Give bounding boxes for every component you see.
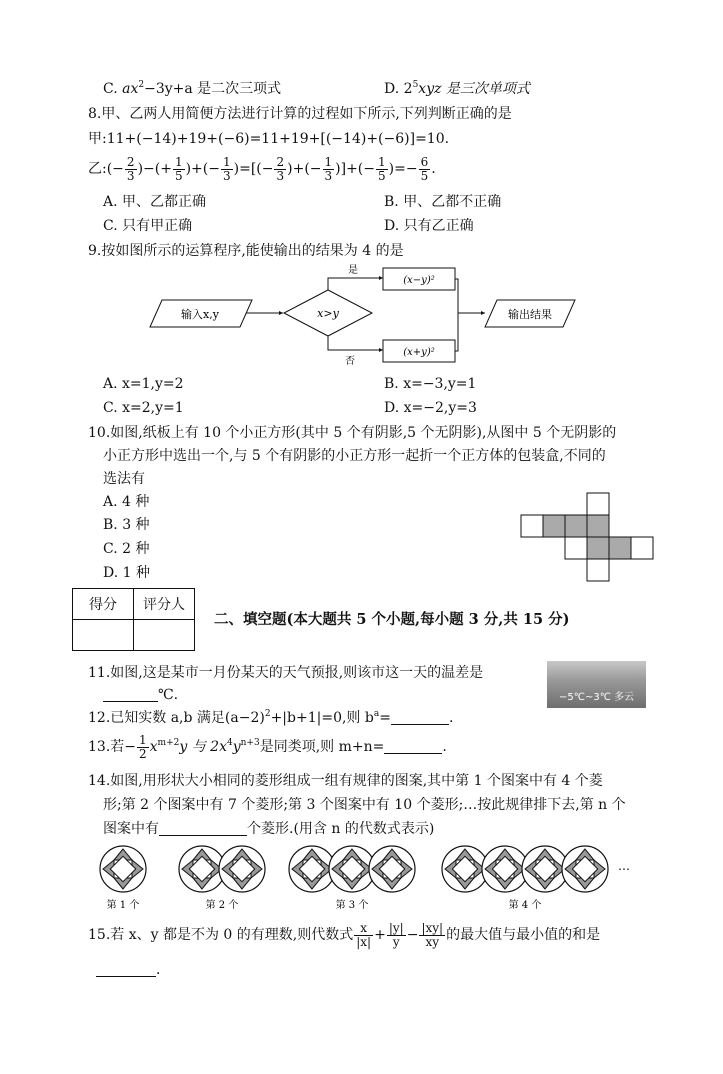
q14-rhombus-patterns (90, 842, 640, 912)
q10-line3: 选法有 (103, 471, 145, 487)
q10-cube-net (520, 490, 654, 584)
q15-line2: . (96, 961, 160, 979)
q10-option-b: B. 3 种 (103, 517, 150, 533)
score-table (72, 588, 195, 651)
q11-answer-blank[interactable] (103, 687, 158, 702)
weather-text: −5℃~3℃ 多云 (559, 692, 635, 703)
pattern-3-caption: 第 3 个 (335, 900, 369, 911)
score-header: 得分 (73, 589, 134, 620)
flow-input-text: 输入x,y (181, 308, 219, 321)
q15: 15.若 x、y 都是不为 0 的有理数,则代数式 $\frac{x}{|x|}$ + $\frac{|y|}{y}$ − $\frac{|xy|}{xy}$ 的最大值与最小值的和是 (88, 920, 601, 949)
pattern-2 (179, 846, 265, 892)
q9-option-b: B. x=−3,y=1 (384, 376, 477, 392)
section-2-title: 二、填空题(本大题共 5 个小题,每小题 3 分,共 15 分) (214, 611, 570, 628)
q9-option-a: A. x=1,y=2 (103, 376, 184, 392)
pattern-ellipsis: … (618, 859, 630, 873)
q10-option-a: A. 4 种 (103, 494, 150, 510)
q15-answer-blank[interactable] (96, 962, 156, 977)
q12: 12.已知实数 a,b 满足$(a-2)^2+|b+1|=0$,则 $b^a=$ . (88, 709, 454, 726)
grader-header: 评分人 (134, 589, 195, 620)
weather-image (547, 661, 646, 708)
q14-line3: 图案中有 个菱形.(用含 n 的代数式表示) (103, 821, 435, 837)
q13: 13.若− $\frac{1}{2}$ $x^{m+2}y$ 与 $2x^4y^{n+3}$是同类项,则 m+n= . (88, 732, 447, 761)
flow-condition-text: x>y (317, 307, 339, 320)
pattern-1 (100, 846, 146, 892)
q10-option-c: C. 2 种 (103, 541, 150, 557)
q9-option-c: C. x=2,y=1 (103, 400, 184, 416)
q12-answer-blank[interactable] (391, 710, 449, 725)
q14-answer-blank[interactable] (159, 821, 247, 836)
pattern-1-caption: 第 1 个 (106, 900, 140, 911)
flow-output-text: 输出结果 (508, 308, 552, 321)
flow-bottom-box-text: (x+y)² (403, 347, 435, 358)
q10-option-d: D. 1 种 (103, 565, 150, 581)
q7-option-c: C. $ax^2-3y+a$ 是二次三项式 (103, 80, 282, 97)
q8-option-d: D. 只有乙正确 (384, 218, 474, 234)
q8-option-c: C. 只有甲正确 (103, 218, 193, 234)
q8-stem: 8.甲、乙两人用简便方法进行计算的过程如下所示,下列判断正确的是 (88, 106, 512, 122)
q11-line2: ℃. (103, 686, 178, 704)
q9-option-d: D. x=−2,y=3 (384, 400, 477, 416)
score-cell[interactable] (73, 620, 134, 651)
q7-option-d: D. $2^5xyz$ 是三次单项式 (384, 80, 530, 97)
pattern-2-caption: 第 2 个 (205, 900, 239, 911)
pattern-3 (289, 846, 415, 892)
q13-answer-blank[interactable] (384, 739, 442, 754)
pattern-4-caption: 第 4 个 (508, 900, 542, 911)
q10-line2: 小正方形中选出一个,与 5 个有阴影的小正方形一起折一个正方体的包装盒,不同的 (103, 448, 606, 464)
q9-stem: 9.按如图所示的运算程序,能使输出的结果为 4 的是 (88, 243, 404, 259)
flow-yes-label: 是 (348, 265, 358, 276)
q8-jia: 甲:11+(−14)+19+(−6)=11+19+[(−14)+(−6)]=10. (88, 131, 450, 147)
pattern-4 (442, 846, 608, 892)
q14-line1: 14.如图,用形状大小相同的菱形组成一组有规律的图案,其中第 1 个图案中有 4 个菱 (88, 773, 603, 789)
q11-line1: 11.如图,这是某市一月份某天的天气预报,则该市这一天的温差是 (88, 665, 484, 681)
q14-line2: 形;第 2 个图案中有 7 个菱形;第 3 个图案中有 10 个菱形;…按此规律排下去,第 n 个 (103, 797, 626, 813)
flow-no-label: 否 (345, 356, 355, 367)
q9-flowchart (140, 260, 580, 375)
q8-option-a: A. 甲、乙都正确 (103, 194, 207, 210)
q8-option-b: B. 甲、乙都不正确 (384, 194, 502, 210)
q8-yi: 乙:(− $\frac{2}{3}$ )−(+ $\frac{1}{5}$ )+(− $\frac{1}{3}$ )=[(− $\frac{2}{3}$ )+(− $\frac{1}{3}$ )]+(− $\frac{1}{5}$ )=− $\frac{6}{5}$ . (88, 154, 436, 183)
q10-line1: 10.如图,纸板上有 10 个小正方形(其中 5 个有阴影,5 个无阴影),从图中 5 个无阴影的 (88, 425, 617, 441)
flow-top-box-text: (x−y)² (403, 275, 435, 286)
grader-cell[interactable] (134, 620, 195, 651)
